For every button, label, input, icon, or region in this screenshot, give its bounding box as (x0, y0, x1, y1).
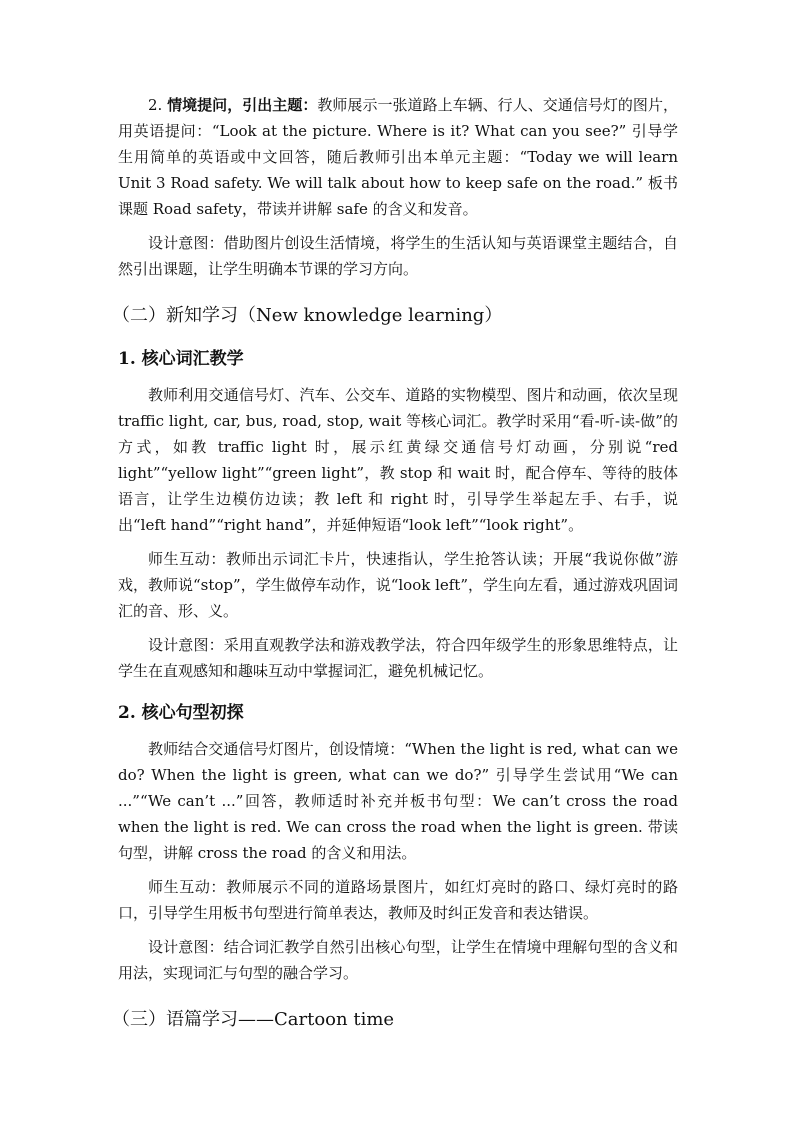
intro-text: 教师展示一张道路上车辆、行人、交通信号灯的图片，用英语提问：“Look at the picture. Where is it? What can you see?” 引导学生用简单的英语或中文回答，随后教师引出本单元主题：“Today we will learn Unit 3 Road safety. We will talk about how to keep safe on the road.” 板书课题 Road safety，带读并讲解 safe 的含义和发音。 (118, 96, 678, 218)
intro-bold-lead: 情境提问，引出主题： (167, 96, 318, 114)
document-page (112, 92, 679, 1048)
subsection-title-vocabulary: 1. 核心词汇教学 (118, 349, 244, 369)
intro-design-intent: 设计意图：借助图片创设生活情境，将学生的生活认知与英语课堂主题结合，自然引出课题，让学生明确本节课的学习方向。 (118, 234, 678, 278)
vocabulary-design-intent: 设计意图：采用直观教学法和游戏教学法，符合四年级学生的形象思维特点，让学生在直观感知和趣味互动中掌握词汇，避免机械记忆。 (118, 636, 678, 680)
sentence-design-intent: 设计意图：结合词汇教学自然引出核心句型，让学生在情境中理解句型的含义和用法，实现词汇与句型的融合学习。 (118, 938, 678, 982)
vocabulary-interaction-paragraph: 师生互动：教师出示词汇卡片，快速指认，学生抢答认读；开展“我说你做”游戏，教师说“stop”，学生做停车动作，说“look left”，学生向左看，通过游戏巩固词汇的音、形、义。 (118, 550, 679, 620)
section-title-cartoon-time: （三）语篇学习——Cartoon time (112, 1009, 395, 1030)
sentence-paragraph: 教师结合交通信号灯图片，创设情境：“When the light is red, what can we do? When the light is green, what can we do?” 引导学生尝试用“We can ...”“We can’t ...”回答，教师适时补充并板书句型：We can’t cross the road when the light is red. We can cross the road when the light is green. 带读句型，讲解 cross the road 的含义和用法。 (118, 740, 678, 862)
vocabulary-paragraph: 教师利用交通信号灯、汽车、公交车、道路的实物模型、图片和动画，依次呈现 traffic light, car, bus, road, stop, wait 等核心词汇。教学时采用“看-听-读-做”的方式，如教 traffic light 时，展示红黄绿交通信号灯动画，分别说“red light”“yellow light”“green light”，教 stop 和 wait 时，配合停车、等待的肢体语言，让学生边模仿边读；教 left 和 right 时，引导学生举起左手、右手，说出“left hand”“right hand”，并延伸短语“look left”“look right”。 (118, 386, 678, 534)
intro-paragraph (118, 92, 678, 222)
section-title-new-knowledge: （二）新知学习（New knowledge learning） (112, 305, 503, 326)
subsection-title-sentence-patterns: 2. 核心句型初探 (118, 703, 244, 723)
intro-number: 2. (148, 96, 168, 114)
sentence-interaction-paragraph: 师生互动：教师展示不同的道路场景图片，如红灯亮时的路口、绿灯亮时的路口，引导学生用板书句型进行简单表达，教师及时纠正发音和表达错误。 (118, 878, 678, 922)
